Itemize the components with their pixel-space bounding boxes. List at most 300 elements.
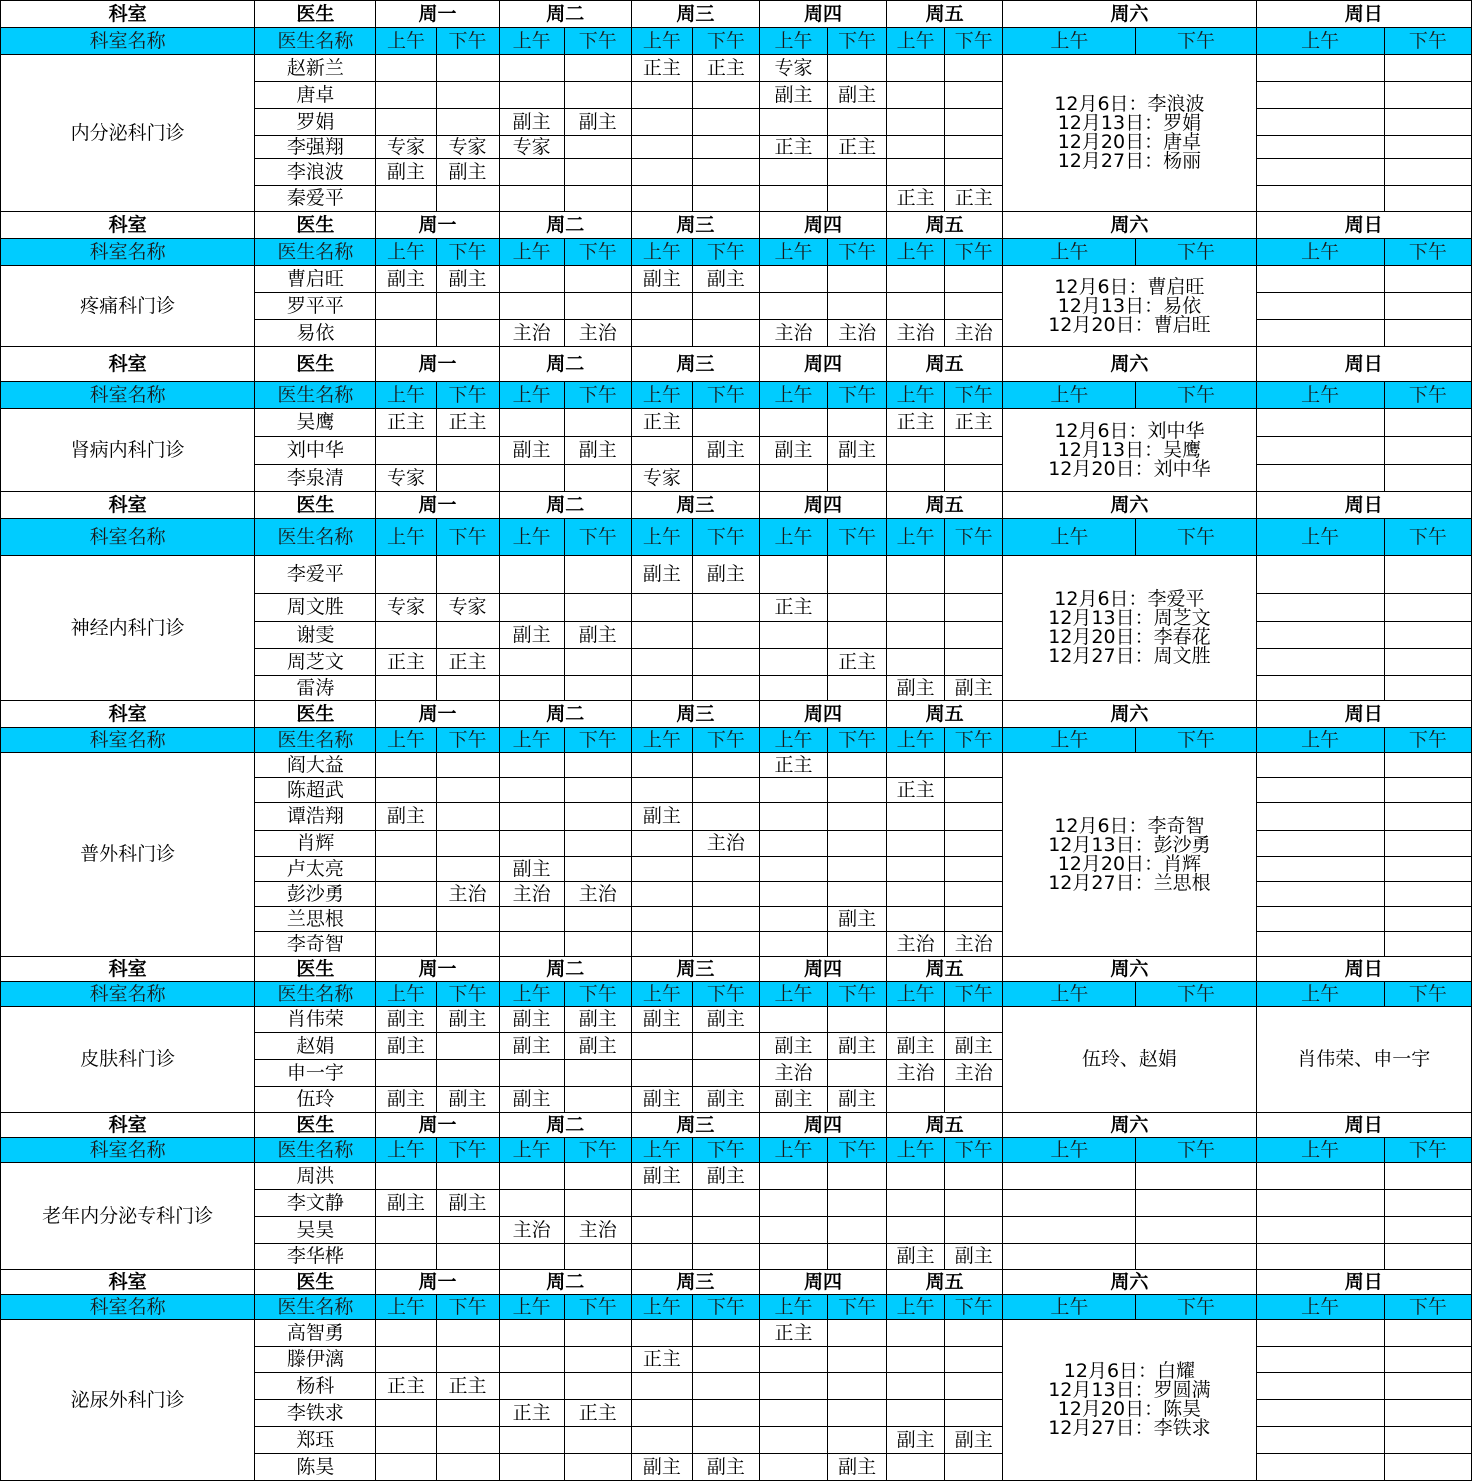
schedule-cell: 副主 (499, 1007, 564, 1033)
header-cell: 科室 (1, 492, 255, 519)
schedule-cell (631, 1427, 692, 1454)
subheader-pm: 下午 (692, 1138, 759, 1163)
subheader-pm: 下午 (1384, 519, 1471, 556)
sunday-pm-cell (1384, 186, 1471, 212)
schedule-cell (887, 556, 945, 594)
sunday-duty (1256, 1007, 1471, 1113)
department-name: 泌尿外科门诊 (1, 1320, 255, 1481)
header-cell: 周二 (499, 1113, 631, 1138)
schedule-cell: 副主 (631, 266, 692, 293)
subheader-am: 上午 (1256, 382, 1384, 409)
schedule-cell (564, 1320, 631, 1347)
schedule-cell: 正主 (436, 649, 499, 676)
schedule-cell (499, 556, 564, 594)
schedule-cell (436, 1400, 499, 1427)
subheader-pm: 下午 (1136, 239, 1256, 266)
schedule-cell (692, 649, 759, 676)
doctor-name: 雷涛 (255, 676, 376, 701)
doctor-name: 秦爱平 (255, 186, 376, 212)
schedule-cell (945, 882, 1003, 907)
schedule-cell (828, 622, 887, 649)
subheader-pm: 下午 (828, 382, 887, 409)
subheader-pm: 下午 (828, 728, 887, 753)
schedule-cell: 副主 (828, 437, 887, 465)
schedule-cell (436, 803, 499, 831)
schedule-cell (887, 1007, 945, 1033)
schedule-cell (692, 1400, 759, 1427)
schedule-cell: 专家 (376, 594, 436, 622)
header-cell: 周四 (759, 957, 886, 982)
schedule-cell: 副主 (887, 1427, 945, 1454)
sunday-pm-cell (1384, 1320, 1471, 1347)
schedule-cell (828, 1400, 887, 1427)
schedule-cell (828, 1347, 887, 1373)
saturday-pm-cell (1136, 1190, 1256, 1217)
schedule-cell (945, 803, 1003, 831)
schedule-cell (759, 932, 827, 957)
header-cell: 医生 (255, 1113, 376, 1138)
sunday-am-cell (1256, 1373, 1384, 1400)
schedule-cell (499, 1244, 564, 1270)
schedule-cell (631, 857, 692, 882)
subheader-am: 上午 (1003, 1295, 1136, 1320)
doctor-name: 卢太亮 (255, 857, 376, 882)
schedule-cell (631, 159, 692, 186)
schedule-cell (499, 1190, 564, 1217)
schedule-cell (499, 266, 564, 293)
schedule-cell: 副主 (828, 1033, 887, 1060)
schedule-cell (828, 266, 887, 293)
subheader-am: 上午 (1003, 519, 1136, 556)
schedule-cell (692, 293, 759, 320)
header-cell: 周三 (631, 347, 759, 382)
schedule-cell (376, 1320, 436, 1347)
schedule-cell (692, 1347, 759, 1373)
saturday-duty (1003, 55, 1256, 212)
schedule-cell (692, 320, 759, 347)
schedule-cell: 副主 (564, 437, 631, 465)
schedule-cell (828, 778, 887, 803)
schedule-cell (692, 1217, 759, 1244)
schedule-cell (564, 831, 631, 857)
header-cell: 科室 (1, 957, 255, 982)
schedule-cell (759, 1454, 827, 1481)
schedule-cell: 副主 (564, 622, 631, 649)
header-cell: 周六 (1003, 1113, 1256, 1138)
subheader-am: 上午 (376, 728, 436, 753)
doctor-name: 谭浩翔 (255, 803, 376, 831)
doctor-name: 李泉清 (255, 465, 376, 492)
schedule-cell (692, 1320, 759, 1347)
schedule-cell: 副主 (828, 1454, 887, 1481)
schedule-cell: 副主 (376, 803, 436, 831)
saturday-duty (1003, 266, 1256, 347)
doctor-name: 李华桦 (255, 1244, 376, 1270)
schedule-cell (887, 55, 945, 82)
doctor-name: 郑珏 (255, 1427, 376, 1454)
schedule-cell (376, 1244, 436, 1270)
schedule-cell (436, 55, 499, 82)
duty-line: 伍玲、赵娟 (1081, 1048, 1177, 1070)
schedule-cell: 专家 (631, 465, 692, 492)
schedule-cell (564, 1454, 631, 1481)
schedule-cell: 正主 (759, 753, 827, 778)
schedule-cell (828, 159, 887, 186)
schedule-cell (887, 857, 945, 882)
schedule-cell (887, 649, 945, 676)
schedule-cell (887, 753, 945, 778)
header-cell: 医生 (255, 1, 376, 28)
schedule-cell (564, 159, 631, 186)
sunday-pm-cell (1384, 753, 1471, 778)
subheader-pm: 下午 (1384, 728, 1471, 753)
doctor-name: 易依 (255, 320, 376, 347)
duty-line: 12月27日：杨丽 (1057, 150, 1202, 172)
subheader-pm: 下午 (945, 1295, 1003, 1320)
sunday-am-cell (1256, 1400, 1384, 1427)
schedule-cell (759, 1400, 827, 1427)
subheader-am: 上午 (631, 1295, 692, 1320)
schedule-cell (376, 907, 436, 932)
header-cell: 医生 (255, 701, 376, 728)
schedule-cell (564, 186, 631, 212)
schedule-cell (759, 803, 827, 831)
department-name: 老年内分泌专科门诊 (1, 1163, 255, 1270)
schedule-cell: 副主 (945, 676, 1003, 701)
header-cell: 周五 (887, 1, 1003, 28)
subheader-am: 上午 (1256, 982, 1384, 1007)
schedule-cell (945, 622, 1003, 649)
subheader-pm: 下午 (692, 382, 759, 409)
schedule-cell: 正主 (631, 55, 692, 82)
schedule-cell (499, 293, 564, 320)
subheader-row (1, 239, 1472, 266)
sunday-pm-cell (1384, 1454, 1471, 1481)
schedule-cell (692, 907, 759, 932)
subheader-dept: 科室名称 (1, 1295, 255, 1320)
schedule-cell (887, 622, 945, 649)
schedule-cell: 副主 (945, 1244, 1003, 1270)
schedule-cell (828, 186, 887, 212)
schedule-cell (376, 1347, 436, 1373)
schedule-cell (631, 1060, 692, 1087)
schedule-cell: 正主 (945, 186, 1003, 212)
subheader-am: 上午 (631, 728, 692, 753)
schedule-cell: 副主 (436, 159, 499, 186)
schedule-cell (692, 753, 759, 778)
schedule-cell (631, 1244, 692, 1270)
schedule-cell (887, 1400, 945, 1427)
schedule-cell (887, 1217, 945, 1244)
schedule-cell: 副主 (692, 556, 759, 594)
schedule-cell (564, 266, 631, 293)
subheader-doctor: 医生名称 (255, 982, 376, 1007)
schedule-cell: 副主 (499, 857, 564, 882)
sunday-pm-cell (1384, 556, 1471, 594)
schedule-cell (759, 159, 827, 186)
saturday-duty (1003, 1320, 1256, 1481)
doctor-name: 肖辉 (255, 831, 376, 857)
sunday-am-cell (1256, 320, 1384, 347)
schedule-cell (945, 1217, 1003, 1244)
subheader-am: 上午 (1256, 519, 1384, 556)
header-cell: 周日 (1256, 957, 1471, 982)
subheader-pm: 下午 (436, 1138, 499, 1163)
schedule-cell (631, 649, 692, 676)
subheader-pm: 下午 (564, 519, 631, 556)
schedule-cell (499, 649, 564, 676)
schedule-cell (828, 857, 887, 882)
schedule-cell (692, 932, 759, 957)
schedule-cell: 副主 (945, 1033, 1003, 1060)
schedule-cell (759, 676, 827, 701)
schedule-cell (759, 649, 827, 676)
subheader-am: 上午 (631, 382, 692, 409)
schedule-cell (692, 1373, 759, 1400)
sunday-am-cell (1256, 778, 1384, 803)
schedule-cell: 副主 (376, 266, 436, 293)
schedule-cell (564, 932, 631, 957)
schedule-cell (631, 932, 692, 957)
subheader-am: 上午 (1256, 1138, 1384, 1163)
duty-line: 12月6日：李爱平 (1054, 588, 1205, 610)
header-row (1, 212, 1472, 239)
schedule-cell (692, 1244, 759, 1270)
schedule-cell: 副主 (759, 82, 827, 109)
subheader-pm: 下午 (436, 728, 499, 753)
header-cell: 周四 (759, 1113, 886, 1138)
schedule-cell (692, 1190, 759, 1217)
schedule-cell: 副主 (631, 1087, 692, 1113)
schedule-cell (887, 1454, 945, 1481)
schedule-cell (631, 109, 692, 136)
schedule-cell (945, 1400, 1003, 1427)
subheader-am: 上午 (1256, 1295, 1384, 1320)
schedule-cell (828, 465, 887, 492)
sunday-pm-cell (1384, 676, 1471, 701)
schedule-cell (759, 622, 827, 649)
schedule-cell (945, 437, 1003, 465)
subheader-am: 上午 (376, 1295, 436, 1320)
header-cell: 医生 (255, 1270, 376, 1295)
doctor-name: 周芝文 (255, 649, 376, 676)
schedule-cell (887, 907, 945, 932)
schedule-cell (759, 465, 827, 492)
subheader-am: 上午 (376, 382, 436, 409)
subheader-am: 上午 (759, 382, 827, 409)
schedule-cell (887, 803, 945, 831)
header-cell: 科室 (1, 1270, 255, 1295)
schedule-cell (945, 831, 1003, 857)
doctor-name: 李浪波 (255, 159, 376, 186)
schedule-cell (376, 1060, 436, 1087)
department-name: 肾病内科门诊 (1, 409, 255, 492)
subheader-am: 上午 (376, 982, 436, 1007)
sunday-am-cell (1256, 556, 1384, 594)
schedule-cell (828, 1373, 887, 1400)
subheader-pm: 下午 (692, 1295, 759, 1320)
schedule-cell: 副主 (887, 1033, 945, 1060)
subheader-am: 上午 (1003, 28, 1136, 55)
schedule-cell (828, 1320, 887, 1347)
schedule-cell (564, 82, 631, 109)
doctor-name: 申一宇 (255, 1060, 376, 1087)
sunday-am-cell (1256, 465, 1384, 492)
subheader-am: 上午 (631, 1138, 692, 1163)
schedule-cell (759, 1190, 827, 1217)
schedule-cell: 主治 (564, 320, 631, 347)
doctor-name: 曹启旺 (255, 266, 376, 293)
subheader-pm: 下午 (436, 28, 499, 55)
subheader-am: 上午 (1256, 728, 1384, 753)
sunday-pm-cell (1384, 437, 1471, 465)
header-cell: 周六 (1003, 957, 1256, 982)
schedule-cell: 副主 (499, 437, 564, 465)
duty-line: 12月13日：周芝文 (1048, 607, 1211, 629)
schedule-cell (631, 594, 692, 622)
duty-line: 12月6日：刘中华 (1054, 419, 1205, 442)
schedule-cell (564, 556, 631, 594)
schedule-cell: 主治 (436, 882, 499, 907)
doctor-name: 陈超武 (255, 778, 376, 803)
schedule-cell (828, 676, 887, 701)
subheader-pm: 下午 (564, 1295, 631, 1320)
sunday-pm-cell (1384, 907, 1471, 932)
schedule-cell (945, 1454, 1003, 1481)
header-cell: 周三 (631, 957, 759, 982)
saturday-am-cell (1003, 1163, 1136, 1190)
table-row (1, 556, 1472, 594)
header-cell: 科室 (1, 212, 255, 239)
subheader-row (1, 728, 1472, 753)
schedule-cell: 副主 (945, 1427, 1003, 1454)
schedule-cell: 正主 (887, 186, 945, 212)
header-cell: 周三 (631, 1, 759, 28)
schedule-cell (376, 753, 436, 778)
subheader-am: 上午 (887, 1138, 945, 1163)
schedule-cell (887, 594, 945, 622)
schedule-cell (376, 109, 436, 136)
schedule-cell: 正主 (564, 1400, 631, 1427)
duty-line: 12月6日：曹启旺 (1054, 275, 1205, 298)
schedule-cell (945, 594, 1003, 622)
sunday-am-cell (1256, 136, 1384, 159)
subheader-doctor: 医生名称 (255, 28, 376, 55)
subheader-pm: 下午 (828, 1295, 887, 1320)
schedule-cell (828, 1244, 887, 1270)
schedule-cell (564, 1244, 631, 1270)
schedule-cell (631, 1033, 692, 1060)
subheader-am: 上午 (631, 519, 692, 556)
schedule-cell: 主治 (499, 1217, 564, 1244)
schedule-cell (499, 753, 564, 778)
schedule-cell (631, 622, 692, 649)
schedule-cell (828, 1190, 887, 1217)
schedule-cell (376, 320, 436, 347)
header-cell: 周四 (759, 212, 886, 239)
doctor-name: 彭沙勇 (255, 882, 376, 907)
schedule-cell (887, 1190, 945, 1217)
sunday-pm-cell (1384, 109, 1471, 136)
schedule-cell: 正主 (759, 136, 827, 159)
schedule-cell (376, 676, 436, 701)
doctor-name: 赵娟 (255, 1033, 376, 1060)
schedule-cell (436, 465, 499, 492)
schedule-cell (887, 293, 945, 320)
duty-line: 12月20日：曹启旺 (1048, 313, 1211, 336)
department-name: 神经内科门诊 (1, 556, 255, 701)
subheader-pm: 下午 (436, 382, 499, 409)
schedule-cell: 主治 (887, 932, 945, 957)
header-cell: 周一 (376, 347, 499, 382)
subheader-am: 上午 (759, 982, 827, 1007)
schedule-cell (436, 622, 499, 649)
sunday-pm-cell (1384, 82, 1471, 109)
schedule-cell (376, 186, 436, 212)
schedule-cell: 正主 (887, 778, 945, 803)
saturday-pm-cell (1136, 1217, 1256, 1244)
subheader-pm: 下午 (945, 28, 1003, 55)
sunday-pm-cell (1384, 1373, 1471, 1400)
header-cell: 周日 (1256, 1270, 1471, 1295)
subheader-dept: 科室名称 (1, 239, 255, 266)
schedule-cell: 正主 (499, 1400, 564, 1427)
schedule-cell (945, 649, 1003, 676)
schedule-cell (631, 676, 692, 701)
subheader-row (1, 1295, 1472, 1320)
table-row (1, 753, 1472, 778)
header-cell: 周五 (887, 957, 1003, 982)
schedule-cell (828, 1163, 887, 1190)
schedule-cell (828, 1007, 887, 1033)
schedule-cell: 正主 (759, 594, 827, 622)
schedule-cell (945, 778, 1003, 803)
saturday-duty (1003, 753, 1256, 957)
schedule-cell (499, 1163, 564, 1190)
duty-line: 12月20日：李春花 (1048, 626, 1211, 648)
header-cell: 周三 (631, 492, 759, 519)
schedule-cell (945, 82, 1003, 109)
schedule-cell: 主治 (887, 1060, 945, 1087)
schedule-cell (376, 437, 436, 465)
schedule-cell (436, 907, 499, 932)
duty-line: 12月6日：白耀 (1063, 1360, 1196, 1382)
schedule-cell (887, 1373, 945, 1400)
subheader-pm: 下午 (564, 1138, 631, 1163)
schedule-cell (828, 932, 887, 957)
doctor-name: 陈昊 (255, 1454, 376, 1481)
schedule-cell (945, 1007, 1003, 1033)
schedule-cell (759, 831, 827, 857)
schedule-cell (564, 594, 631, 622)
header-cell: 周五 (887, 212, 1003, 239)
sunday-pm-cell (1384, 778, 1471, 803)
doctor-name: 李强翔 (255, 136, 376, 159)
schedule-cell (945, 1320, 1003, 1347)
subheader-am: 上午 (759, 1295, 827, 1320)
doctor-name: 伍玲 (255, 1087, 376, 1113)
header-cell: 周六 (1003, 1, 1256, 28)
sunday-am-cell (1256, 1190, 1384, 1217)
schedule-cell: 副主 (499, 109, 564, 136)
schedule-cell (376, 1217, 436, 1244)
subheader-am: 上午 (1003, 382, 1136, 409)
subheader-pm: 下午 (945, 728, 1003, 753)
schedule-cell (631, 1373, 692, 1400)
schedule-cell (376, 882, 436, 907)
schedule-cell (631, 907, 692, 932)
schedule-cell (499, 1427, 564, 1454)
